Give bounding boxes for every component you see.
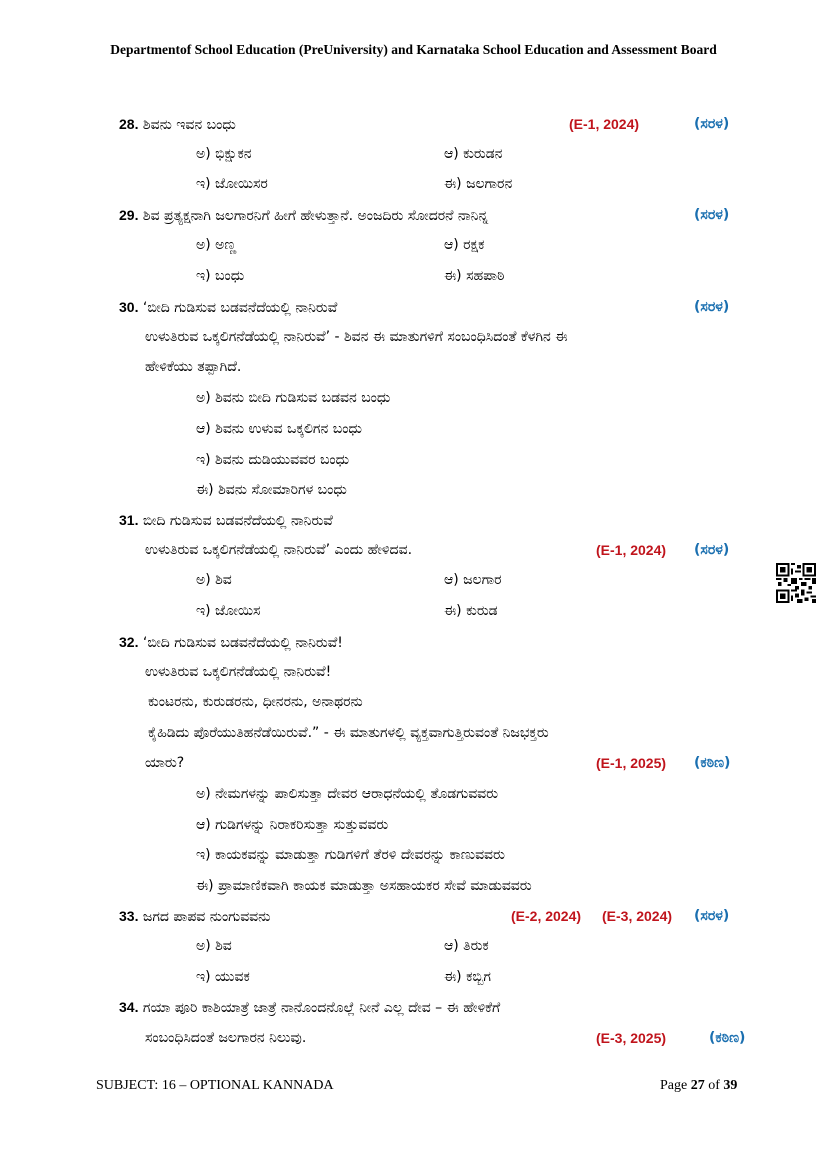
option-b: ಆ) ಶಿವನು ಉಳುವ ಒಕ್ಕಲಿಗನ ಬಂಧು — [196, 421, 362, 437]
question-text-line-2: ಉಳುತಿರುವ ಒಕ್ಕಲಿಗನೆಡೆಯಲ್ಲಿ ನಾನಿರುವೆ! — [145, 664, 332, 680]
difficulty-tag: (ಸರಳ) — [694, 299, 730, 315]
page-header: Departmentof School Education (PreUniversity) and Karnataka School Education and Assessment Board — [110, 42, 717, 57]
difficulty-tag: (ಕಠಿಣ) — [709, 1030, 746, 1046]
exam-tag: (E-1, 2024) — [596, 542, 667, 558]
question-text-line-1: ಬೀದಿ ಗುಡಿಸುವ ಬಡವನೆದೆಯಲ್ಲಿ ನಾನಿರುವೆ — [142, 513, 333, 529]
question-text-line-2: ಸಂಬಂಧಿಸಿದಂತೆ ಜಲಗಾರನ ನಿಲುವು. — [145, 1030, 307, 1046]
option-c: ಇ) ಕಾಯಕವನ್ನು ಮಾಡುತ್ತಾ ಗುಡಿಗಳಿಗೆ ತೆರಳಿ ದೇವರನ್ನು ಕಾಣುವವರು — [196, 847, 505, 863]
difficulty-tag: (ಕಠಿಣ) — [694, 755, 731, 771]
option-a: ಅ) ನೇಮಗಳನ್ನು ಪಾಲಿಸುತ್ತಾ ದೇವರ ಆರಾಧನೆಯಲ್ಲಿ ತೊಡಗುವವರು — [196, 786, 499, 802]
difficulty-tag: (ಸರಳ) — [694, 116, 730, 132]
option-b: ಆ) ರಕ್ಷಕ — [444, 237, 485, 253]
difficulty-tag: (ಸರಳ) — [694, 908, 730, 924]
exam-tag: (E-3, 2024) — [602, 908, 673, 924]
page-total: 39 — [723, 1078, 738, 1093]
page-label: Page — [660, 1078, 688, 1093]
question-number: 29. — [119, 207, 139, 223]
question-number: 30. — [119, 299, 139, 315]
question-text-line-2: ಉಳುತಿರುವ ಒಕ್ಕಲಿಗನೆಡೆಯಲ್ಲಿ ನಾನಿರುವೆ’ - ಶಿವನ ಈ ಮಾತುಗಳಿಗೆ ಸಂಬಂಧಿಸಿದಂತೆ ಕೆಳಗಿನ ಈ — [145, 329, 568, 345]
question-number: 31. — [119, 512, 139, 528]
question-text-line-1: ‘ಬೀದಿ ಗುಡಿಸುವ ಬಡವನೆದೆಯಲ್ಲಿ ನಾನಿರುವೆ! — [142, 635, 343, 651]
option-a: ಅ) ಭಿಕ್ಷುಕನ — [196, 146, 252, 162]
difficulty-tag: (ಸರಳ) — [694, 207, 730, 223]
option-c: ಇ) ಜೋಯಿಸ — [196, 603, 261, 619]
question-text-line-3: ಹೇಳಿಕೆಯು ತಪ್ಪಾಗಿದೆ. — [145, 359, 242, 375]
qr-code-icon — [776, 563, 816, 603]
option-b: ಆ) ಕುರುಡನ — [444, 146, 503, 162]
question-text-line-5: ಯಾರು? — [145, 755, 185, 771]
page-of-label: of — [708, 1078, 720, 1093]
footer-subject: SUBJECT: 16 – OPTIONAL KANNADA — [96, 1078, 334, 1093]
question-text-line-3: ಕುಂಟರನು, ಕುರುಡರನು, ಧೀನರನು, ಅನಾಥರನು — [148, 694, 363, 710]
option-c: ಇ) ಜೋಯಿಸರ — [196, 176, 268, 192]
option-b: ಆ) ಗುಡಿಗಳನ್ನು ನಿರಾಕರಿಸುತ್ತಾ ಸುತ್ತುವವರು — [196, 817, 389, 833]
option-c: ಇ) ಬಂಧು — [196, 268, 245, 284]
question-number: 28. — [119, 116, 139, 132]
option-a: ಅ) ಅಣ್ಣ — [196, 237, 237, 253]
question-text-line-2: ಉಳುತಿರುವ ಒಕ್ಕಲಿಗನೆಡೆಯಲ್ಲಿ ನಾನಿರುವೆ’ ಎಂದು ಹೇಳಿದವ. — [145, 542, 413, 558]
question-text: ಶಿವನು ಇವನ ಬಂಧು — [142, 117, 236, 133]
question-number: 33. — [119, 908, 139, 924]
option-a: ಅ) ಶಿವ — [196, 572, 232, 588]
question-text: ಜಗದ ಪಾಪವ ನುಂಗುವವನು — [142, 909, 271, 925]
option-c: ಇ) ಯುವಕ — [196, 969, 250, 985]
option-d: ಈ) ಸಹಪಾಠಿ — [444, 268, 505, 284]
option-b: ಆ) ಜಲಗಾರ — [444, 572, 502, 588]
exam-tag: (E-3, 2025) — [596, 1030, 667, 1046]
exam-tag: (E-2, 2024) — [511, 908, 582, 924]
question-text-line-1: ‘ಬೀದಿ ಗುಡಿಸುವ ಬಡವನೆದೆಯಲ್ಲಿ ನಾನಿರುವೆ — [142, 300, 338, 316]
page-number: 27 — [690, 1078, 705, 1093]
footer-page-info — [660, 1078, 737, 1094]
exam-tag: (E-1, 2025) — [596, 755, 667, 771]
option-d: ಈ) ಕಬ್ಬಿಗ — [444, 969, 491, 985]
option-d: ಈ) ಪ್ರಾಮಾಣಿಕವಾಗಿ ಕಾಯಕ ಮಾಡುತ್ತಾ ಅಸಹಾಯಕರ ಸೇವೆ ಮಾಡುವವರು — [196, 878, 532, 894]
option-a: ಅ) ಶಿವನು ಬೀದಿ ಗುಡಿಸುವ ಬಡವನ ಬಂಧು — [196, 390, 391, 406]
option-d: ಈ) ಕುರುಡ — [444, 603, 498, 619]
question-number: 34. — [119, 999, 139, 1015]
option-d: ಈ) ಶಿವನು ಸೋಮಾರಿಗಳ ಬಂಧು — [196, 482, 347, 498]
difficulty-tag: (ಸರಳ) — [694, 542, 730, 558]
option-a: ಅ) ಶಿವ — [196, 938, 232, 954]
question-text-line-1: ಗಯಾ ಪೂರಿ ಕಾಶಿಯಾತ್ರೆ ಜಾತ್ರೆ ನಾನೊಂದನೊಲ್ಲೆ ನೀನೆ ಎಲ್ಲ ದೇವ – ಈ ಹೇಳಿಕೆಗೆ — [142, 1000, 501, 1016]
question-text: ಶಿವ ಪ್ರತ್ಯಕ್ಷನಾಗಿ ಜಲಗಾರನಿಗೆ ಹೀಗೆ ಹೇಳುತ್ತಾನೆ. ಅಂಜದಿರು ಸೋದರನೆ ನಾನಿನ್ನ — [142, 208, 489, 224]
option-d: ಈ) ಜಲಗಾರನ — [444, 176, 513, 192]
question-text-line-4: ಕೈಹಿಡಿದು ಪೊರೆಯುತಿಹನೆಡೆಯಿರುವೆ.” - ಈ ಮಾತುಗಳಲ್ಲಿ ವ್ಯಕ್ತವಾಗುತ್ತಿರುವಂತೆ ನಿಜಭಕ್ತರು — [148, 725, 549, 741]
question-number: 32. — [119, 634, 139, 650]
exam-tag: (E-1, 2024) — [569, 116, 640, 132]
option-c: ಇ) ಶಿವನು ದುಡಿಯುವವರ ಬಂಧು — [196, 452, 350, 468]
option-b: ಆ) ತಿರುಕ — [444, 938, 489, 954]
